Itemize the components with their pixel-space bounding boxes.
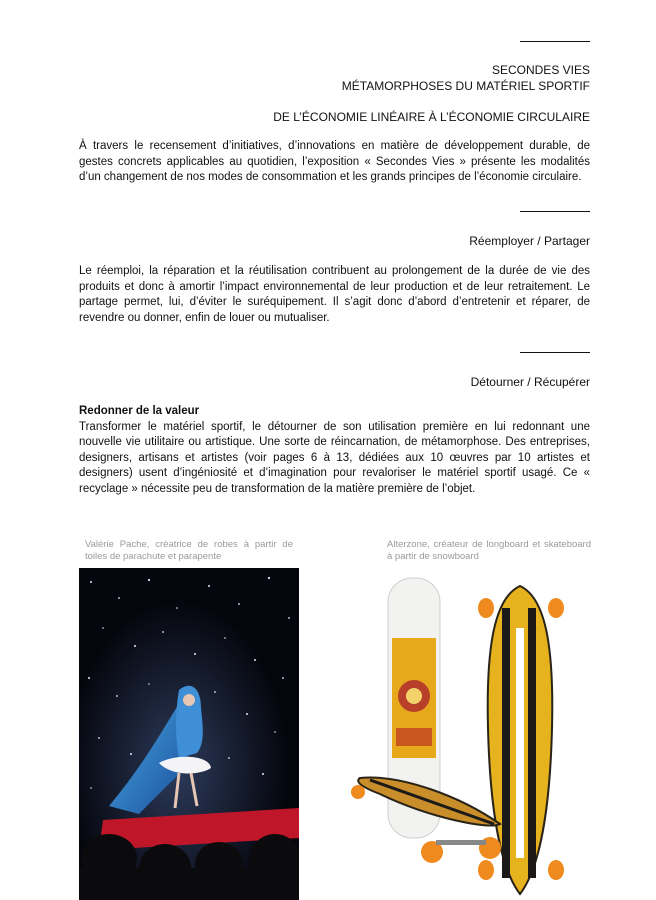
section-2-heading: Détourner / Récupérer [470,375,590,389]
section-2-subheading: Redonner de la valeur [79,405,200,417]
runway-photo [79,568,299,900]
doc-title [342,62,590,94]
section-2-block [79,404,590,497]
runway-photo-icon [79,568,299,900]
boards-photo [340,568,596,900]
intro-paragraph: À travers le recensement d’initiatives, d’innovations en matière de développement durable, de gestes concrets applicables au quotidien, l’exposition « Secondes Vies » présente les modalités d’un changement de nos modes de consommation et les grands principes de l’économie circulaire. [79,140,590,183]
divider-section-2 [520,352,590,353]
boards-photo-icon [340,568,596,900]
figure-1-caption: Valérie Pache, créatrice de robes à partir de toiles de parachute et parapente [85,539,293,562]
figure-2-caption: Alterzone, créateur de longboard et skateboard à partir de snowboard [387,539,591,562]
divider-section-1 [520,211,590,212]
section-2-paragraph: Transformer le matériel sportif, le détourner de son utilisation première en lui redonnant une nouvelle vie utilitaire ou artistique. Une sorte de réincarnation, de métamorphose. Des entreprises, designers, artisans et artistes (voir pages 6 à 13, dédiées aux 10 œuvres par 10 artistes et designers) usent d’ingéniosité et d’imagination pour revaloriser le matériel sportif usagé. Ce « recyclage » nécessite peu de transformation de la matière première de l’objet. [79,420,590,495]
divider-top [520,41,590,42]
section-1-paragraph: Le réemploi, la réparation et la réutilisation contribuent au prolongement de la durée de vie des produits et donc à amortir l’impact environnemental de leur production et de leur retraitement. Le partage permet, lui, d’éviter le suréquipement. Il s’agit donc d’abord d’entretenir et réparer, de revendre ou donner, enfin de louer ou mutualiser. [79,265,590,324]
doc-subtitle: DE L’ÉCONOMIE LINÉAIRE À L’ÉCONOMIE CIRCULAIRE [273,110,590,124]
title-line-1: SECONDES VIES [491,63,590,77]
section-1-heading: Réemployer / Partager [469,234,590,248]
title-line-2: MÉTAMORPHOSES DU MATÉRIEL SPORTIF [341,79,590,93]
